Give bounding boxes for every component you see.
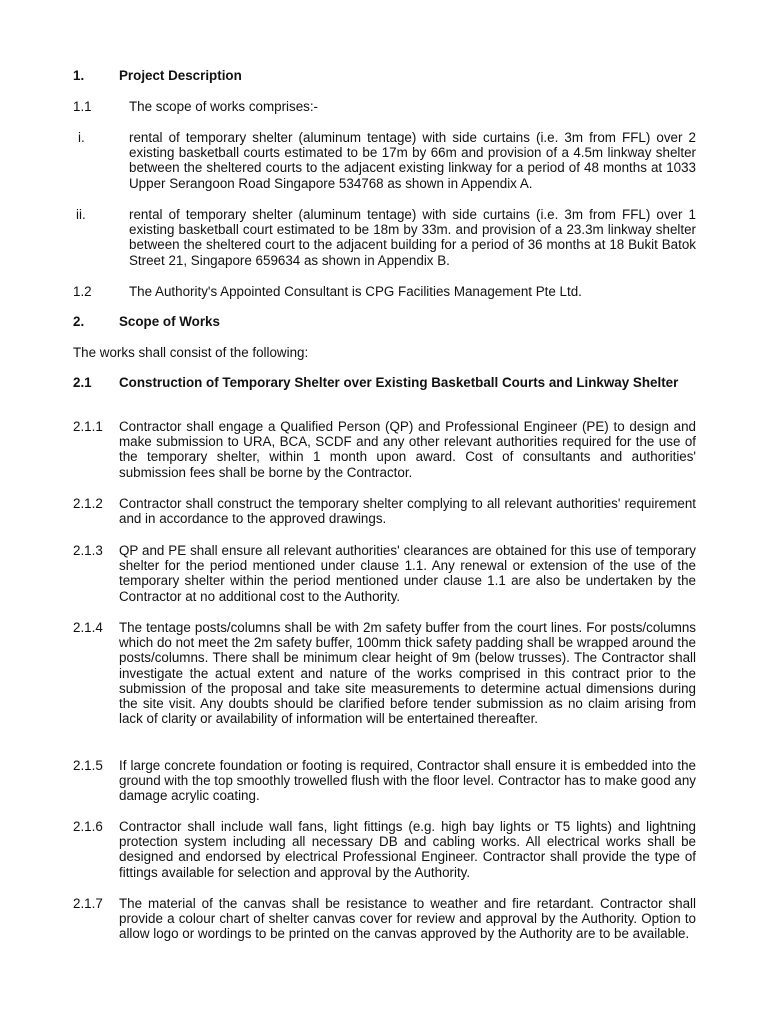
item-text: rental of temporary shelter (aluminum tentage) with side curtains (i.e. 3m from FFL) over 1 existing basketball court estimated to be 18m by 33m. and provision of a 23.3m linkway shelter between the sheltered court to the adjacent building for a period of 36 months at 18 Bukit Batok Street 21, Singapore 659634 as shown in Appendix B. bbox=[129, 207, 696, 268]
clause-number: 2.1.3 bbox=[73, 543, 103, 558]
section-title: Project Description bbox=[119, 68, 242, 83]
clause-text: The Authority's Appointed Consultant is CPG Facilities Management Pte Ltd. bbox=[129, 284, 582, 299]
clause-text: If large concrete foundation or footing is required, Contractor shall ensure it is embedded into the ground with the top smoothly trowelled flush with the floor level. Contractor has to make good any damage acrylic coating. bbox=[119, 758, 696, 804]
item-number: i. bbox=[78, 130, 85, 145]
clause-text: The material of the canvas shall be resistance to weather and fire retardant. Contractor shall provide a colour chart of shelter canvas cover for review and approval by the Authority. Option to allow logo or wordings to be printed on the canvas approved by the Authority are to be available. bbox=[119, 896, 696, 942]
clause-text: The tentage posts/columns shall be with 2m safety buffer from the court lines. For posts/columns which do not meet the 2m safety buffer, 100mm thick safety padding shall be wrapped around the posts/columns. There shall be minimum clear height of 9m (below trusses). The Contractor shall investigate the actual extent and nature of the works comprised in this contract prior to the submission of the proposal and take site measurements to determine actual dimensions during the site visit. Any doubts should be clarified before tender submission as no claim arising from lack of clarity or availability of information will be entertained thereafter. bbox=[119, 620, 696, 727]
subsection-title: Construction of Temporary Shelter over Existing Basketball Courts and Linkway Shelter bbox=[119, 375, 679, 390]
clause-text: QP and PE shall ensure all relevant authorities' clearances are obtained for this use of temporary shelter for the period mentioned under clause 1.1. Any renewal or extension of the use of the temporary shelter within the period mentioned under clause 1.1 are also be undertaken by the Contractor at no additional cost to the Authority. bbox=[119, 543, 696, 604]
clause-number: 2.1.1 bbox=[73, 419, 103, 434]
clause-text: Contractor shall engage a Qualified Person (QP) and Professional Engineer (PE) to design and make submission to URA, BCA, SCDF and any other relevant authorities required for the use of the temporary shelter, within 1 month upon award. Cost of consultants and authorities' submission fees shall be borne by the Contractor. bbox=[119, 419, 696, 480]
section-number: 1. bbox=[73, 68, 85, 83]
clause-number: 2.1.6 bbox=[73, 819, 103, 834]
clause-number: 2.1.5 bbox=[73, 758, 103, 773]
clause-number: 2.1.4 bbox=[73, 620, 103, 635]
clause-number: 1.1 bbox=[73, 99, 92, 114]
clause-text: Contractor shall include wall fans, light fittings (e.g. high bay lights or T5 lights) and lightning protection system including all necessary DB and cabling works. All electrical works shall be designed and endorsed by electrical Professional Engineer. Contractor shall provide the type of fittings available for selection and approval by the Authority. bbox=[119, 819, 696, 880]
clause-number: 1.2 bbox=[73, 284, 92, 299]
item-number: ii. bbox=[76, 207, 86, 222]
subsection-number: 2.1 bbox=[73, 375, 92, 390]
item-text: rental of temporary shelter (aluminum tentage) with side curtains (i.e. 3m from FFL) over 2 existing basketball courts estimated to be 17m by 66m and provision of a 4.5m linkway shelter between the sheltered courts to the adjacent existing linkway for a period of 48 months at 1033 Upper Serangoon Road Singapore 534768 as shown in Appendix A. bbox=[129, 130, 696, 191]
clause-text: Contractor shall construct the temporary shelter complying to all relevant authorities' requirement and in accordance to the approved drawings. bbox=[119, 496, 696, 527]
section-number: 2. bbox=[73, 314, 85, 329]
section-2-intro: The works shall consist of the following: bbox=[73, 345, 309, 360]
section-title: Scope of Works bbox=[119, 314, 220, 329]
clause-number: 2.1.7 bbox=[73, 896, 103, 911]
clause-text: The scope of works comprises:- bbox=[129, 99, 319, 114]
clause-number: 2.1.2 bbox=[73, 496, 103, 511]
